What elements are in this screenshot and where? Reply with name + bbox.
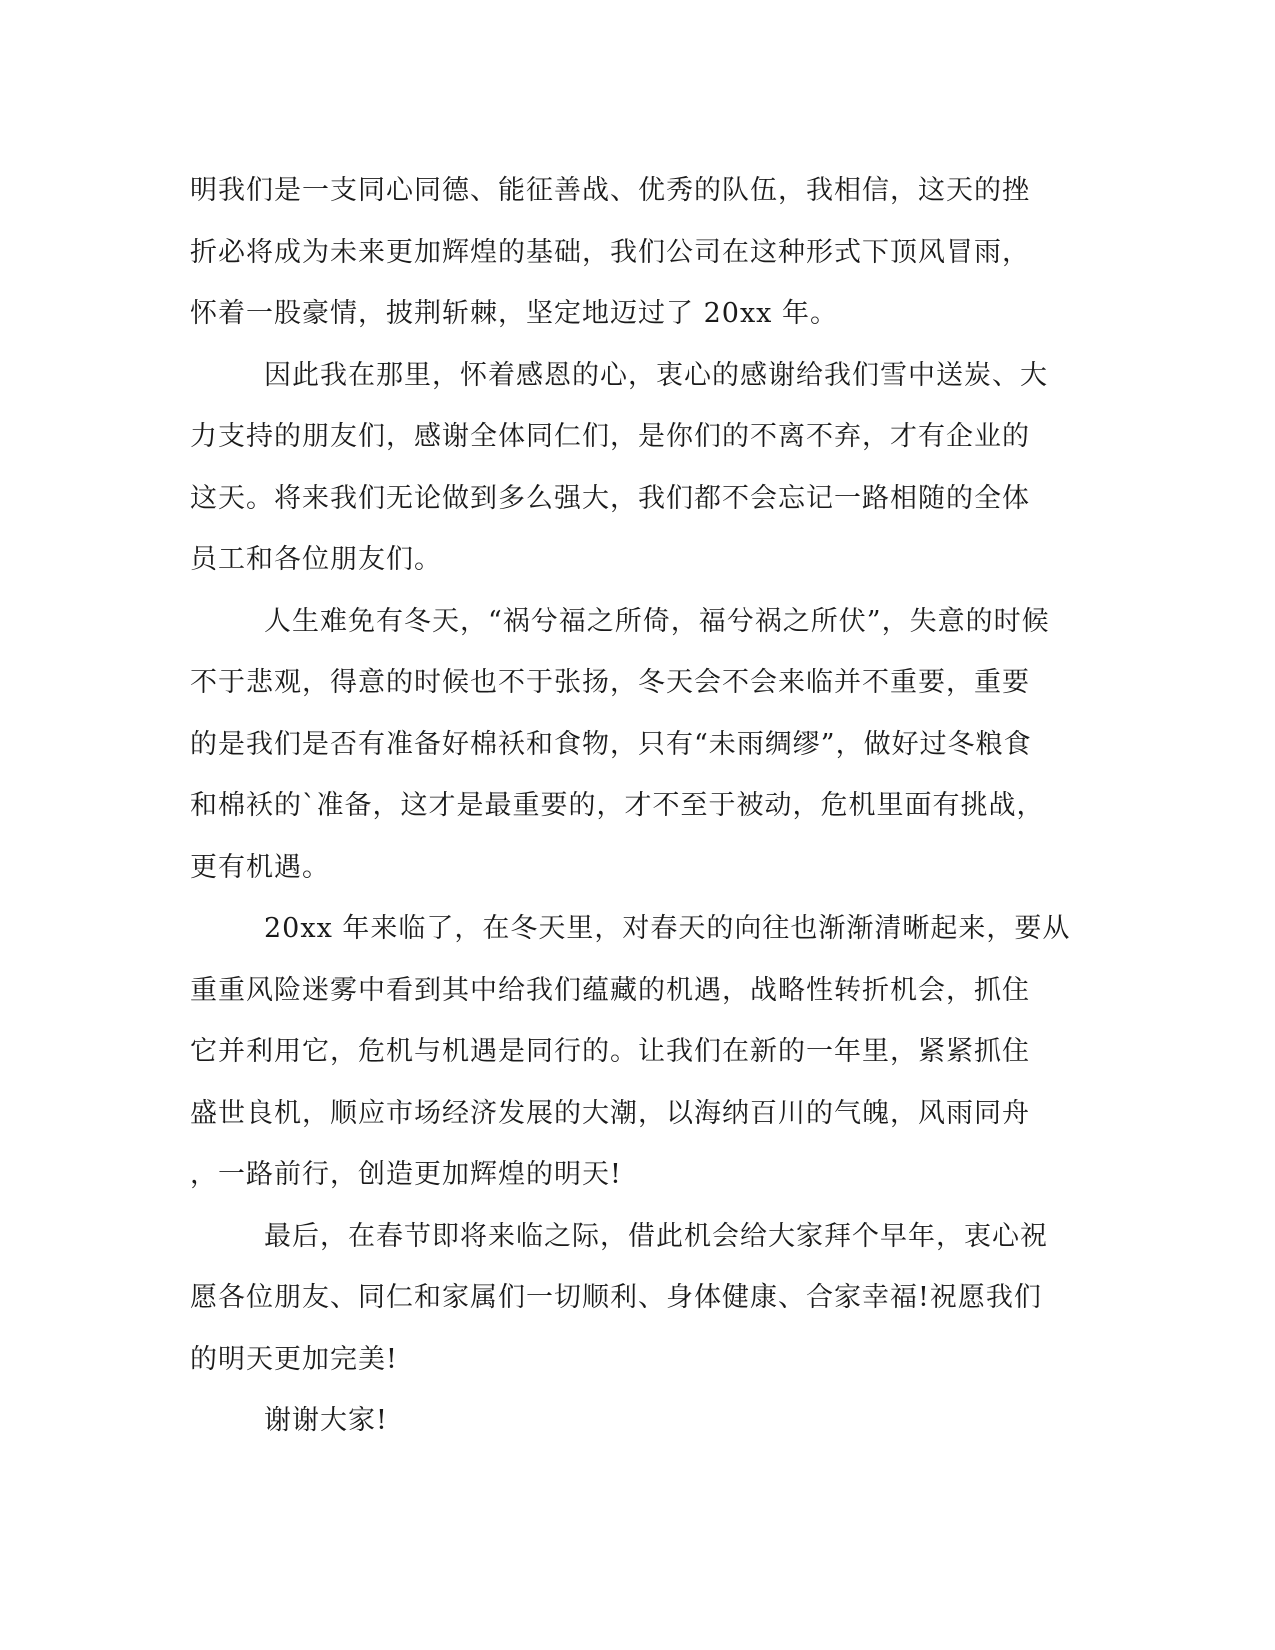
text-line: 怀着一股豪情，披荆斩棘，坚定地迈过了 20xx 年。: [190, 298, 838, 329]
text-line: 和棉袄的`准备，这才是最重要的，才不至于被动，危机里面有挑战，: [190, 790, 1045, 821]
text-line: 员工和各位朋友们。: [190, 544, 442, 575]
body-text: [190, 160, 1090, 1452]
text-line: 愿各位朋友、同仁和家属们一切顺利、身体健康、合家幸福!祝愿我们: [190, 1282, 1042, 1313]
text-line: 盛世良机，顺应市场经济发展的大潮，以海纳百川的气魄，风雨同舟: [190, 1097, 1030, 1129]
paragraph-first-line: 人生难免有冬天，“祸兮福之所倚，福兮祸之所伏”，失意的时候: [264, 605, 1050, 637]
paragraph-first-line: 20xx 年来临了，在冬天里，对春天的向往也渐渐清晰起来，要从: [264, 913, 1071, 944]
paragraph-first-line: 因此我在那里，怀着感恩的心，衷心的感谢给我们雪中送炭、大: [264, 359, 1048, 391]
text-line: 的明天更加完美!: [190, 1343, 398, 1375]
closing-line: 谢谢大家!: [264, 1405, 388, 1436]
text-line: 的是我们是否有准备好棉袄和食物，只有“未雨绸缪”，做好过冬粮食: [190, 728, 1032, 760]
text-line: ，一路前行，创造更加辉煌的明天!: [190, 1159, 622, 1190]
text-line: 更有机遇。: [190, 851, 330, 883]
text-line: 明我们是一支同心同德、能征善战、优秀的队伍，我相信，这天的挫: [190, 175, 1030, 206]
text-line: 它并利用它，危机与机遇是同行的。让我们在新的一年里，紧紧抓住: [190, 1036, 1030, 1067]
text-line: 不于悲观，得意的时候也不于张扬，冬天会不会来临并不重要，重要: [190, 667, 1030, 698]
paragraph-first-line: 最后，在春节即将来临之际，借此机会给大家拜个早年，衷心祝: [264, 1220, 1048, 1252]
text-line: 重重风险迷雾中看到其中给我们蕴藏的机遇，战略性转折机会，抓住: [190, 974, 1030, 1006]
text-line: 折必将成为未来更加辉煌的基础，我们公司在这种形式下顶风冒雨，: [190, 236, 1030, 268]
text-line: 力支持的朋友们，感谢全体同仁们，是你们的不离不弃，才有企业的: [190, 421, 1030, 452]
text-line: 这天。将来我们无论做到多么强大，我们都不会忘记一路相随的全体: [190, 482, 1030, 514]
